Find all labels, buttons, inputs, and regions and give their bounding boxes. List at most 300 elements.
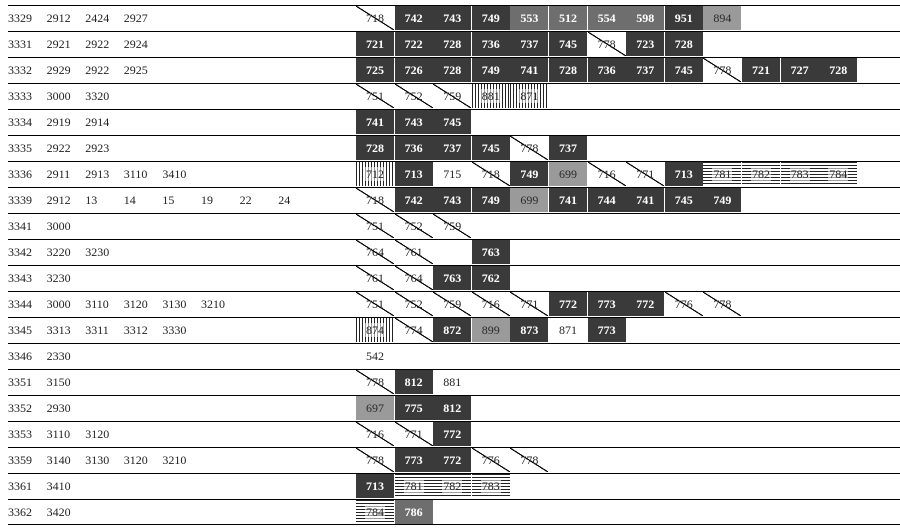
value-text: 771 (404, 427, 423, 441)
value-cell (549, 318, 587, 342)
value-text: 778 (520, 453, 539, 467)
value-cell (433, 110, 471, 134)
value-cell (356, 162, 394, 186)
value-cell (395, 422, 433, 446)
value-cell (626, 162, 664, 186)
row-codes (8, 474, 348, 498)
value-text: 737 (636, 63, 655, 77)
value-text: 727 (790, 63, 809, 77)
value-cell (703, 162, 741, 186)
value-text: 778 (713, 63, 732, 77)
row-code: 2922 (85, 37, 110, 51)
value-cell (395, 162, 433, 186)
row-code: 3110 (85, 297, 109, 311)
row-code: 14 (123, 193, 136, 207)
value-cell (549, 292, 587, 316)
row-code: 2929 (46, 63, 71, 77)
value-cell (703, 292, 741, 316)
value-cell (433, 240, 471, 264)
value-cell (433, 474, 471, 498)
row-code: 15 (162, 193, 175, 207)
value-cell (433, 422, 471, 446)
value-cell (626, 292, 664, 316)
value-cell (510, 6, 548, 30)
value-cell (356, 266, 394, 290)
row-id: 3361 (8, 479, 32, 493)
row-codes (8, 266, 348, 290)
value-text: 899 (481, 323, 500, 337)
value-cell (395, 370, 433, 394)
value-cell (549, 188, 587, 212)
value-cell (665, 6, 703, 30)
row-code: 13 (85, 193, 98, 207)
value-text: 784 (366, 505, 384, 519)
row-code: 3130 (162, 297, 187, 311)
value-cell (433, 6, 471, 30)
value-cell (395, 292, 433, 316)
row-code: 3311 (85, 323, 109, 337)
value-text: 722 (404, 37, 423, 51)
value-cell (356, 84, 394, 108)
value-cell (356, 32, 394, 56)
row-id: 3362 (8, 505, 32, 519)
row-code: 2912 (46, 193, 71, 207)
value-text: 784 (829, 167, 848, 181)
value-cell (472, 84, 510, 108)
row-code: 2424 (85, 11, 110, 25)
value-text: 716 (366, 427, 384, 441)
value-cell (588, 58, 626, 82)
row-codes (8, 58, 348, 82)
row-codes (8, 32, 348, 56)
value-text: 716 (597, 167, 616, 181)
value-cell (665, 32, 703, 56)
value-text: 772 (559, 297, 577, 311)
value-cell (356, 58, 394, 82)
value-text: 871 (559, 323, 577, 337)
value-text: 752 (404, 297, 423, 311)
value-text: 751 (366, 219, 384, 233)
value-cell (510, 318, 548, 342)
row-code: 3410 (46, 479, 71, 493)
value-cell (356, 136, 394, 160)
value-text: 723 (636, 37, 655, 51)
table-row (8, 83, 900, 108)
row-code: 3313 (46, 323, 71, 337)
value-cell (395, 396, 433, 420)
row-code: 2922 (46, 141, 71, 155)
value-text: 716 (481, 297, 500, 311)
row-code: 3230 (85, 245, 110, 259)
value-cell (395, 474, 433, 498)
row-code: 3120 (85, 427, 110, 441)
row-codes (8, 500, 348, 524)
value-text: 699 (520, 193, 539, 207)
value-cell (703, 188, 741, 212)
value-text: 881 (481, 89, 500, 103)
value-cell (395, 214, 433, 238)
value-text: 741 (636, 193, 655, 207)
value-cell (472, 318, 510, 342)
value-cell (433, 58, 471, 82)
table-row (8, 395, 900, 420)
row-codes (8, 136, 348, 160)
table-row (8, 239, 900, 264)
value-text: 749 (481, 63, 500, 77)
value-text: 881 (443, 375, 462, 389)
value-text: 763 (443, 271, 462, 285)
value-cell (742, 58, 780, 82)
value-cell (433, 84, 471, 108)
value-text: 736 (597, 63, 616, 77)
value-cell (510, 84, 548, 108)
value-text: 873 (520, 323, 539, 337)
table-row (8, 187, 900, 212)
value-text: 812 (404, 375, 423, 389)
value-cell (433, 32, 471, 56)
value-cell (433, 266, 471, 290)
row-code: 3120 (123, 297, 148, 311)
table-row (8, 265, 900, 290)
row-code: 3330 (162, 323, 187, 337)
row-id: 3332 (8, 63, 32, 77)
value-text: 712 (366, 167, 384, 181)
value-cell (356, 292, 394, 316)
row-code: 3000 (46, 219, 71, 233)
table-row (8, 473, 900, 498)
value-text: 782 (752, 167, 770, 181)
value-text: 728 (443, 63, 462, 77)
row-code: 3210 (201, 297, 225, 311)
value-cell (626, 58, 664, 82)
value-cell (395, 500, 433, 524)
value-cell (665, 292, 703, 316)
value-cell (356, 500, 394, 524)
value-text: 512 (559, 11, 577, 25)
value-cell (395, 240, 433, 264)
row-codes (8, 422, 348, 446)
value-cell (549, 162, 587, 186)
value-cell (356, 422, 394, 446)
value-cell (472, 6, 510, 30)
value-cell (433, 214, 471, 238)
value-cell (356, 474, 394, 498)
value-text: 759 (443, 297, 462, 311)
table-row (8, 135, 900, 160)
value-cell (472, 240, 510, 264)
value-cell (626, 6, 664, 30)
value-text: 713 (404, 167, 423, 181)
value-text: 736 (404, 141, 423, 155)
table-row (8, 161, 900, 186)
value-cell (395, 136, 433, 160)
row-code: 3130 (85, 453, 110, 467)
row-code: 2927 (123, 11, 148, 25)
value-text: 778 (520, 141, 539, 155)
value-text: 742 (404, 193, 423, 207)
value-cell (665, 162, 703, 186)
value-cell (510, 448, 548, 472)
value-text: 773 (597, 297, 616, 311)
table-row (8, 291, 900, 316)
row-id: 3339 (8, 193, 32, 207)
row-code: 2925 (123, 63, 148, 77)
row-id: 3336 (8, 167, 32, 181)
value-cell (626, 188, 664, 212)
row-id: 3359 (8, 453, 32, 467)
row-code: 3420 (46, 505, 71, 519)
value-text: 745 (481, 141, 500, 155)
value-text: 951 (674, 11, 693, 25)
value-text: 697 (366, 401, 384, 415)
value-cell (472, 58, 510, 82)
value-cell (588, 318, 626, 342)
table-row (8, 109, 900, 134)
value-cell (588, 292, 626, 316)
row-id: 3333 (8, 89, 32, 103)
row-code: 2923 (85, 141, 110, 155)
value-text: 749 (520, 167, 539, 181)
value-text: 759 (443, 219, 462, 233)
value-text: 737 (559, 141, 577, 155)
row-codes (8, 110, 348, 134)
value-text: 553 (520, 11, 539, 25)
row-codes (8, 162, 348, 186)
value-text: 749 (481, 11, 500, 25)
row-code: 2924 (123, 37, 148, 51)
value-text: 772 (636, 297, 655, 311)
value-text: 598 (636, 11, 655, 25)
row-id: 3334 (8, 115, 32, 129)
value-cell (395, 58, 433, 82)
value-text: 741 (559, 193, 577, 207)
value-text: 752 (404, 219, 423, 233)
value-cell (433, 292, 471, 316)
value-text: 778 (597, 37, 616, 51)
row-id: 3342 (8, 245, 32, 259)
value-cell (588, 188, 626, 212)
row-code: 3220 (46, 245, 71, 259)
value-cell (819, 58, 857, 82)
value-text: 772 (443, 427, 462, 441)
value-text: 721 (366, 37, 384, 51)
value-cell (472, 136, 510, 160)
row-code: 3140 (46, 453, 71, 467)
row-id: 3344 (8, 297, 32, 311)
table-row (8, 421, 900, 446)
value-text: 782 (443, 479, 462, 493)
value-text: 737 (520, 37, 539, 51)
value-cell (395, 32, 433, 56)
row-code: 22 (239, 193, 252, 207)
value-cell (626, 32, 664, 56)
value-cell (510, 136, 548, 160)
value-cell (433, 370, 471, 394)
row-code: 2914 (85, 115, 110, 129)
row-code: 2922 (85, 63, 110, 77)
row-code: 3150 (46, 375, 71, 389)
value-text: 872 (443, 323, 462, 337)
value-text: 725 (366, 63, 384, 77)
value-cell (472, 448, 510, 472)
value-cell (433, 188, 471, 212)
value-cell (472, 32, 510, 56)
value-cell (510, 58, 548, 82)
row-codes (8, 6, 348, 30)
row-id: 3352 (8, 401, 32, 415)
value-text: 778 (713, 297, 732, 311)
value-text: 745 (674, 63, 693, 77)
value-text: 764 (366, 245, 384, 259)
value-cell (781, 162, 819, 186)
row-id: 3335 (8, 141, 32, 155)
value-cell (356, 188, 394, 212)
row-code: 3120 (123, 453, 148, 467)
value-text: 743 (443, 11, 462, 25)
value-text: 718 (481, 167, 500, 181)
value-text: 741 (366, 115, 384, 129)
value-text: 778 (366, 375, 384, 389)
value-text: 749 (481, 193, 500, 207)
value-cell (356, 396, 394, 420)
value-text: 871 (520, 89, 539, 103)
value-text: 759 (443, 89, 462, 103)
value-text: 778 (366, 453, 384, 467)
row-code: 2330 (46, 349, 71, 363)
value-text: 783 (790, 167, 809, 181)
value-text: 745 (559, 37, 577, 51)
table-row (8, 317, 900, 342)
value-text: 773 (597, 323, 616, 337)
value-text: 751 (366, 297, 384, 311)
value-cell (356, 318, 394, 342)
row-code: 3312 (123, 323, 148, 337)
row-code: 3000 (46, 297, 71, 311)
value-text: 737 (443, 141, 462, 155)
value-cell (395, 110, 433, 134)
value-cell (433, 448, 471, 472)
value-cell (395, 188, 433, 212)
value-text: 743 (443, 193, 462, 207)
value-cell (472, 474, 510, 498)
value-cell (703, 58, 741, 82)
value-cell (549, 6, 587, 30)
value-cell (510, 32, 548, 56)
value-text: 745 (443, 115, 462, 129)
value-cell (395, 266, 433, 290)
value-text: 762 (481, 271, 500, 285)
value-text: 749 (713, 193, 732, 207)
value-cell (510, 188, 548, 212)
value-cell (395, 318, 433, 342)
value-cell (510, 292, 548, 316)
value-cell (356, 344, 394, 368)
value-cell (588, 162, 626, 186)
row-codes (8, 214, 348, 238)
row-codes (8, 396, 348, 420)
value-cell (356, 214, 394, 238)
table-row (8, 447, 900, 472)
value-text: 741 (520, 63, 539, 77)
row-codes (8, 292, 348, 316)
row-codes (8, 84, 348, 108)
row-id: 3353 (8, 427, 32, 441)
row-code: 2919 (46, 115, 71, 129)
row-code: 19 (201, 193, 213, 207)
row-code: 2913 (85, 167, 110, 181)
value-text: 554 (597, 11, 616, 25)
table-row (8, 57, 900, 82)
value-cell (433, 162, 471, 186)
value-text: 771 (636, 167, 655, 181)
value-text: 772 (443, 453, 462, 467)
value-text: 751 (366, 89, 384, 103)
value-cell (356, 240, 394, 264)
value-text: 736 (481, 37, 500, 51)
table-row (8, 369, 900, 394)
value-text: 894 (713, 11, 732, 25)
value-text: 728 (829, 63, 848, 77)
value-cell (395, 6, 433, 30)
value-text: 776 (674, 297, 693, 311)
value-text: 775 (404, 401, 423, 415)
value-cell (665, 58, 703, 82)
row-id: 3345 (8, 323, 32, 337)
value-cell (742, 162, 780, 186)
value-text: 728 (366, 141, 384, 155)
value-text: 742 (404, 11, 423, 25)
value-text: 764 (404, 271, 423, 285)
table-row (8, 343, 900, 368)
row-id: 3341 (8, 219, 32, 233)
value-cell (703, 6, 741, 30)
row-codes (8, 344, 348, 368)
value-text: 874 (366, 323, 384, 337)
value-text: 728 (674, 37, 693, 51)
value-text: 743 (404, 115, 423, 129)
row-code: 2911 (46, 167, 71, 181)
row-code: 24 (278, 193, 291, 207)
row-id: 3331 (8, 37, 32, 51)
value-cell (819, 162, 857, 186)
value-text: 761 (404, 245, 423, 259)
value-cell (356, 370, 394, 394)
row-code: 3320 (85, 89, 110, 103)
row-code: 3110 (123, 167, 148, 181)
row-code: 3000 (46, 89, 71, 103)
value-cell (510, 162, 548, 186)
value-text: 786 (404, 505, 423, 519)
value-cell (549, 136, 587, 160)
value-cell (472, 162, 510, 186)
value-cell (356, 110, 394, 134)
row-id: 3329 (8, 11, 32, 25)
value-cell (588, 6, 626, 30)
row-codes (8, 370, 348, 394)
value-cell (356, 6, 394, 30)
value-text: 781 (404, 479, 423, 493)
value-cell (472, 292, 510, 316)
table-row (8, 31, 900, 56)
value-text: 713 (366, 479, 384, 493)
value-cell (395, 84, 433, 108)
value-text: 721 (752, 63, 770, 77)
row-code: 2921 (46, 37, 71, 51)
value-text: 776 (481, 453, 500, 467)
value-text: 771 (520, 297, 539, 311)
value-cell (549, 32, 587, 56)
table-row (8, 213, 900, 238)
